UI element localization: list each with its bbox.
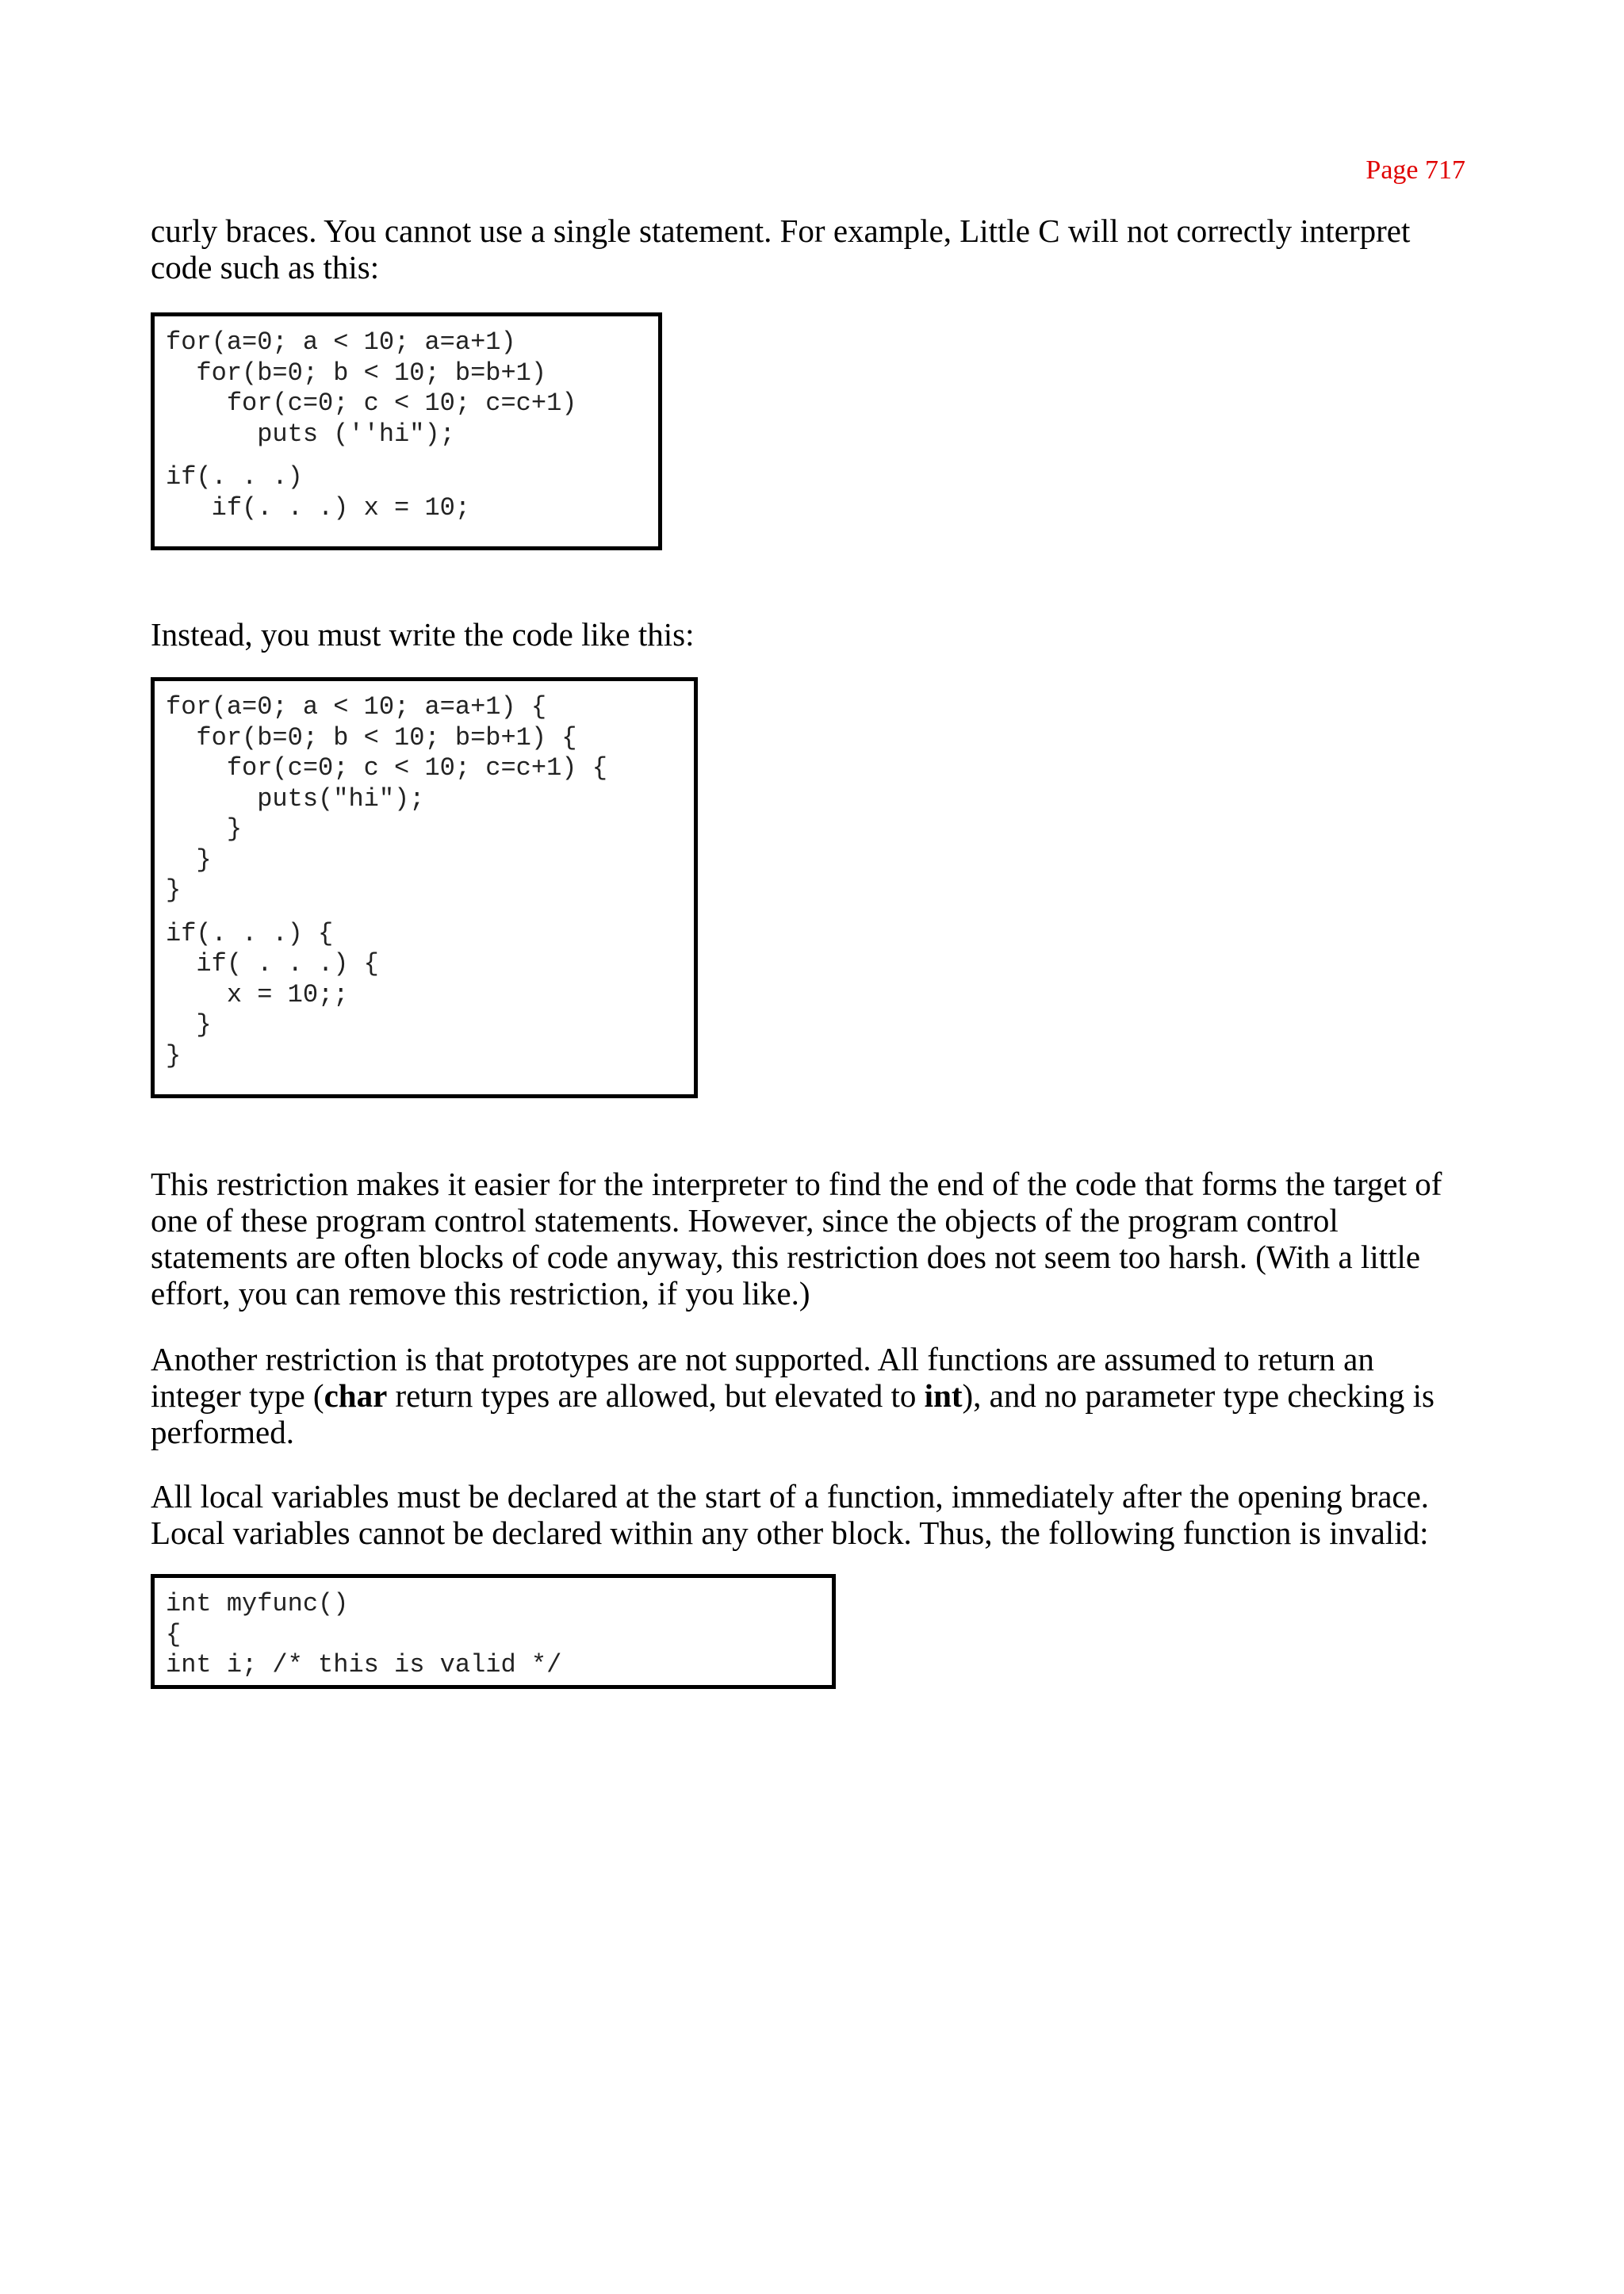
paragraph-prototypes-text-b: return types are allowed, but elevated to [387,1377,925,1414]
keyword-int: int [924,1377,963,1414]
code-line: if( . . .) { [166,949,379,978]
code-line: int myfunc() [166,1589,349,1618]
code-block-invalid-loops [151,312,662,550]
code-line: for(a=0; a < 10; a=a+1) [166,327,516,357]
code-line: if(. . .) [166,462,303,492]
code-block-myfunc [151,1574,836,1689]
paragraph-prototypes-text-a: Another restriction is that prototypes are not supported. All functions are assumed to return an integer type ( [151,1341,1374,1414]
paragraph-instead: Instead, you must write the code like this: [151,616,695,653]
paragraph-restriction-explanation: This restriction makes it easier for the interpreter to find the end of the code that forms the target of one of these program control statements. However, since the objects of the program control statements are often blocks of code anyway, this restriction does not seem too harsh. (With a little effort, you can remove this restriction, if you like.) [151,1166,1442,1312]
keyword-char: char [324,1377,388,1414]
code-line: } [166,1010,212,1040]
code-line: int i; /* this is valid */ [166,1650,562,1679]
code-line: } [166,1040,182,1070]
code-line: if(. . .) { [166,918,334,948]
page-number: Page 717 [1365,155,1465,185]
code-line: puts("hi"); [166,783,425,814]
code-line: for(c=0; c < 10; c=c+1) [166,389,577,418]
paragraph-local-variables: All local variables must be declared at the start of a function, immediately after the opening brace. Local variables cannot be declared within any other block. Thus, the following function is invalid: [151,1478,1430,1551]
paragraph-prototypes-text-c: ), and no parameter type checking is performed. [151,1377,1434,1450]
paragraph-intro: curly braces. You cannot use a single statement. For example, Little C will not correctly interpret code such as this: [151,213,1411,285]
code-line: if(. . .) x = 10; [166,492,471,523]
code-block-valid-loops [151,677,698,1098]
code-line: for(b=0; b < 10; b=b+1) { [166,722,577,753]
code-line: { [166,1619,182,1649]
code-line: for(a=0; a < 10; a=a+1) { [166,692,547,722]
paragraph-prototypes [151,1341,1467,1450]
code-line: for(c=0; c < 10; c=c+1) { [166,753,607,783]
code-line: } [166,875,182,905]
code-line: } [166,844,212,875]
code-line: for(b=0; b < 10; b=b+1) [166,358,547,388]
code-line: puts (''hi"); [166,419,455,449]
code-line: } [166,814,243,844]
code-line: x = 10;; [166,979,349,1009]
